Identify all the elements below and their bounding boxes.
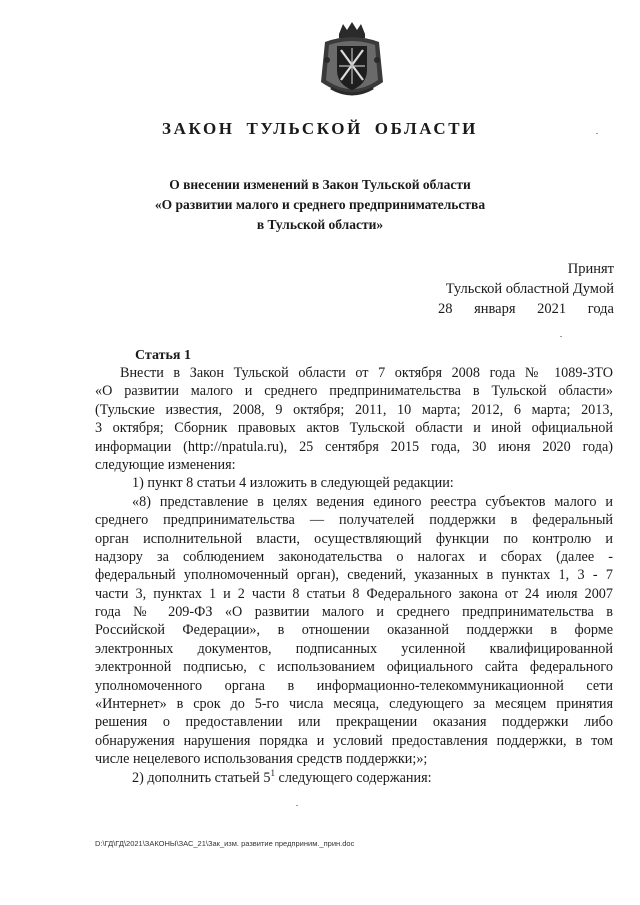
law-subject bbox=[0, 175, 640, 235]
body-line: года № 209-ФЗ «О развитии малого и среднего предпринимательства в bbox=[95, 604, 613, 621]
body-line: Российской Федерации», в отношении оказанной поддержки в форме bbox=[95, 622, 613, 639]
scan-speck bbox=[596, 133, 598, 134]
law-subject-line: в Тульской области» bbox=[256, 217, 384, 232]
item-2-superscript: 1 bbox=[270, 767, 275, 778]
body-line: уполномоченного органа в информационно-телекоммуникационной сети bbox=[95, 677, 613, 694]
article-body bbox=[95, 364, 613, 787]
body-line: надзору за соблюдением законодательства о налогах и сборах (далее - bbox=[95, 548, 613, 565]
body-line: орган исполнительной власти, осуществляющий функции по контролю и bbox=[95, 530, 613, 547]
body-line: федеральный уполномоченный орган), сведений, указанных в пунктах 1, 3 - 7 bbox=[95, 567, 613, 584]
body-line: обнаружения нарушения порядка и условий предоставления поддержки, в том bbox=[95, 732, 613, 749]
body-line: «Интернет» в срок до 5-го числа месяца, следующего за месяцем принятия bbox=[95, 696, 613, 713]
adoption-year-word: года bbox=[587, 301, 614, 317]
body-line: части 3, пунктах 1 и 2 части 8 статьи 8 Федерального закона от 24 июля 2007 bbox=[95, 585, 613, 602]
body-line: следующие изменения: bbox=[95, 456, 236, 473]
scan-speck bbox=[296, 805, 298, 806]
body-line: Внести в Закон Тульской области от 7 октября 2008 года № 1089-ЗТО bbox=[120, 365, 613, 381]
body-line: среднего предпринимательства — получателей поддержки в федеральный bbox=[95, 512, 613, 529]
adoption-month: января bbox=[474, 301, 516, 317]
body-line: (Тульские известия, 2008, 9 октября; 2011, 10 марта; 2012, 6 марта; 2013, bbox=[95, 401, 613, 418]
body-line: электронной подписью, с использованием официального сайта федерального bbox=[95, 659, 613, 676]
body-line: 3 октября; Сборник правовых актов Тульской области и иной официальной bbox=[95, 420, 613, 437]
body-line: электронных документов, подписанных усиленной квалифицированной bbox=[95, 640, 613, 657]
law-title: ЗАКОН ТУЛЬСКОЙ ОБЛАСТИ bbox=[162, 119, 478, 138]
item-2-suffix: следующего содержания: bbox=[274, 769, 432, 786]
adoption-block bbox=[438, 259, 614, 319]
adopted-label: Принят bbox=[567, 261, 614, 277]
scan-speck bbox=[560, 336, 562, 337]
body-line: «О развитии малого и среднего предпринимательства в Тульской области» bbox=[95, 383, 613, 400]
body-line: числе нецелевого использования средств поддержки;»; bbox=[95, 751, 428, 768]
body-line: информации (http://npatula.ru), 25 сентября 2015 года, 30 июня 2020 года) bbox=[95, 438, 613, 455]
adopted-body: Тульской областной Думой bbox=[445, 281, 614, 297]
law-subject-line: О внесении изменений в Закон Тульской области bbox=[169, 177, 471, 192]
body-line: «8) представление в целях ведения единого реестра субъектов малого и bbox=[132, 493, 613, 510]
tula-coat-of-arms-icon bbox=[317, 20, 387, 102]
body-line: 1) пункт 8 статьи 4 изложить в следующей редакции: bbox=[132, 475, 454, 492]
item-2-prefix: 2) дополнить статьей 5 bbox=[132, 769, 271, 786]
item-2-line bbox=[95, 769, 613, 787]
adoption-year: 2021 bbox=[537, 301, 567, 317]
adoption-day: 28 bbox=[438, 301, 453, 317]
law-subject-line: «О развитии малого и среднего предпринимательства bbox=[154, 197, 486, 212]
adoption-date bbox=[438, 299, 614, 319]
file-path-footer: D:\ГД\ГД\2021\ЗАКОНЫ\ЗАС_21\Зак_изм. развитие предприним._прин.doc bbox=[95, 839, 355, 848]
article-heading: Статья 1 bbox=[135, 348, 191, 363]
body-line: решения о предоставлении или прекращении оказания поддержки либо bbox=[95, 714, 613, 731]
